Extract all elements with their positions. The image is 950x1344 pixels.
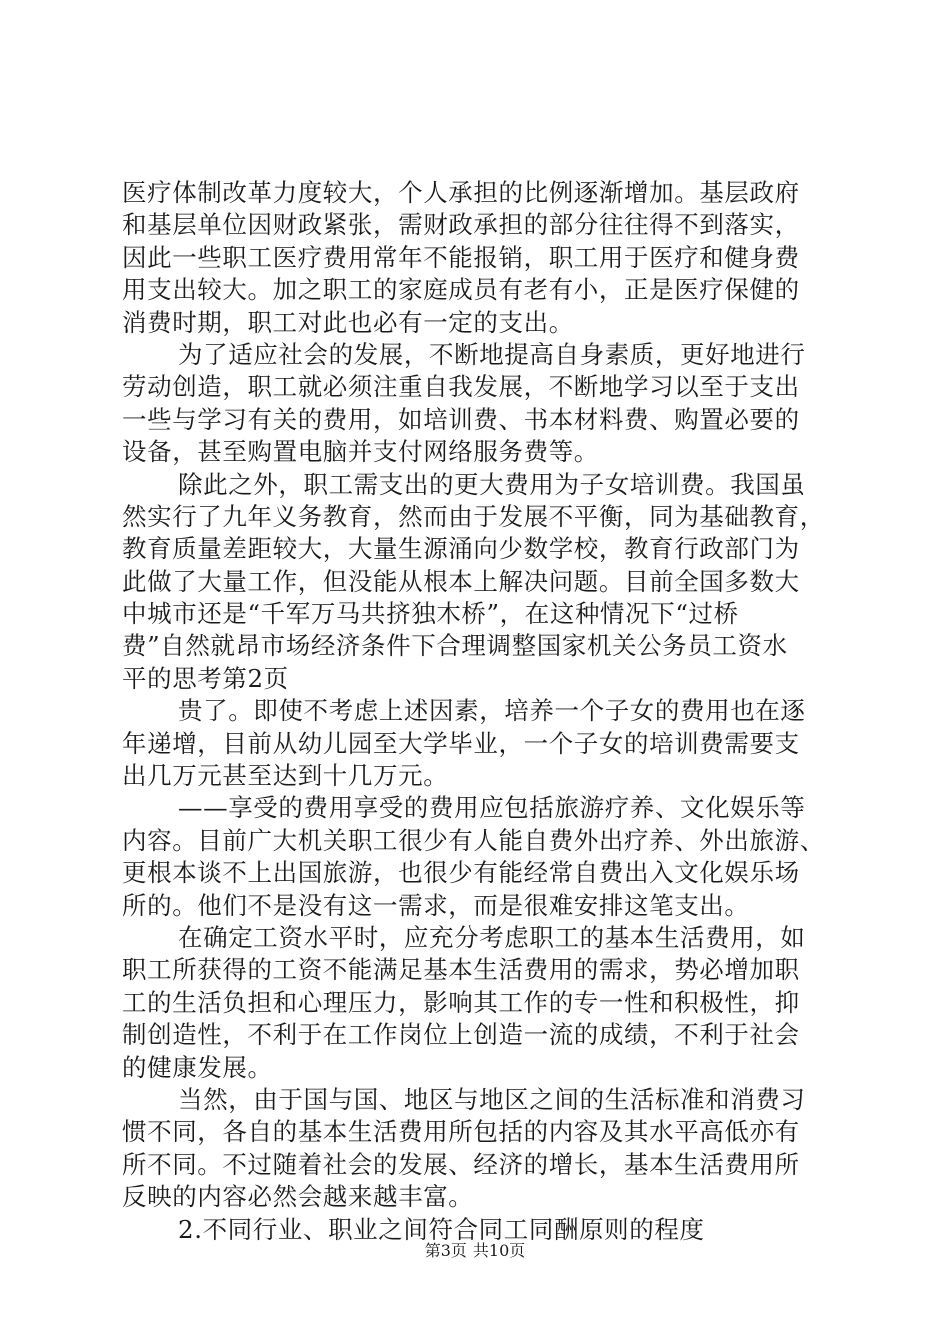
text-line: 所的。他们不是没有这一需求，而是很难安排这笔支出。: [122, 890, 750, 920]
text-line: 年递增，目前从幼儿园至大学毕业，一个子女的培训费需要支: [122, 728, 800, 758]
text-line: 惯不同，各自的基本生活费用所包括的内容及其水平高低亦有: [122, 1117, 800, 1147]
text-line: 除此之外，职工需支出的更大费用为子女培训费。我国虽: [178, 469, 806, 499]
text-line: 消费时期，职工对此也必有一定的支出。: [122, 307, 574, 337]
page-footer: [0, 1241, 950, 1261]
text-line: 在确定工资水平时，应充分考虑职工的基本生活费用，如: [178, 922, 806, 952]
text-line: 一些与学习有关的费用，如培训费、书本材料费、购置必要的: [122, 404, 800, 434]
text-line: 内容。目前广大机关职工很少有人能自费外出疗养、外出旅游、: [122, 825, 825, 855]
text-line: 所不同。不过随着社会的发展、经济的增长，基本生活费用所: [122, 1149, 800, 1179]
text-line: 费”自然就昂市场经济条件下合理调整国家机关公务员工资水: [122, 631, 788, 661]
text-line: 当然，由于国与国、地区与地区之间的生活标准和消费习: [178, 1084, 806, 1114]
text-line: ——享受的费用享受的费用应包括旅游疗养、文化娱乐等: [178, 793, 806, 823]
text-line: 劳动创造，职工就必须注重自我发展，不断地学习以至于支出: [122, 372, 800, 402]
text-line: 2.不同行业、职业之间符合同工同酬原则的程度: [178, 1214, 705, 1244]
text-line: 为了适应社会的发展，不断地提高自身素质，更好地进行: [178, 339, 806, 369]
text-line: 医疗体制改革力度较大，个人承担的比例逐渐增加。基层政府: [122, 178, 800, 207]
text-line: 用支出较大。加之职工的家庭成员有老有小，正是医疗保健的: [122, 275, 800, 305]
page-total: 共10页: [472, 1241, 526, 1260]
text-line: 出几万元甚至达到十几万元。: [122, 761, 449, 791]
text-line: 然实行了九年义务教育，然而由于发展不平衡，同为基础教育，: [122, 501, 825, 531]
document-body: [122, 177, 836, 1246]
text-line: 教育质量差距较大，大量生源涌向少数学校，教育行政部门为: [122, 534, 800, 564]
text-line: 和基层单位因财政紧张，需财政承担的部分往往得不到落实，: [122, 210, 800, 240]
text-line: 工的生活负担和心理压力，影响其工作的专一性和积极性，抑: [122, 987, 800, 1017]
text-line: 反映的内容必然会越来越丰富。: [122, 1182, 474, 1212]
text-line: 此做了大量工作，但没能从根本上解决问题。目前全国多数大: [122, 566, 800, 596]
text-line: 平的思考第2页: [122, 663, 289, 693]
text-line: 因此一些职工医疗费用常年不能报销，职工用于医疗和健身费: [122, 242, 800, 272]
page-number: 第3页: [424, 1241, 467, 1260]
text-line: 中城市还是“千军万马共挤独木桥”，在这种情况下“过桥: [122, 599, 739, 629]
text-line: 设备，甚至购置电脑并支付网络服务费等。: [122, 437, 599, 467]
text-line: 职工所获得的工资不能满足基本生活费用的需求，势必增加职: [122, 955, 800, 985]
text-line: 制创造性，不利于在工作岗位上创造一流的成绩，不利于社会: [122, 1020, 800, 1050]
text-line: 的健康发展。: [122, 1052, 273, 1082]
text-line: 更根本谈不上出国旅游，也很少有能经常自费出入文化娱乐场: [122, 858, 800, 888]
text-line: 贵了。即使不考虑上述因素，培养一个子女的费用也在逐: [178, 696, 806, 726]
